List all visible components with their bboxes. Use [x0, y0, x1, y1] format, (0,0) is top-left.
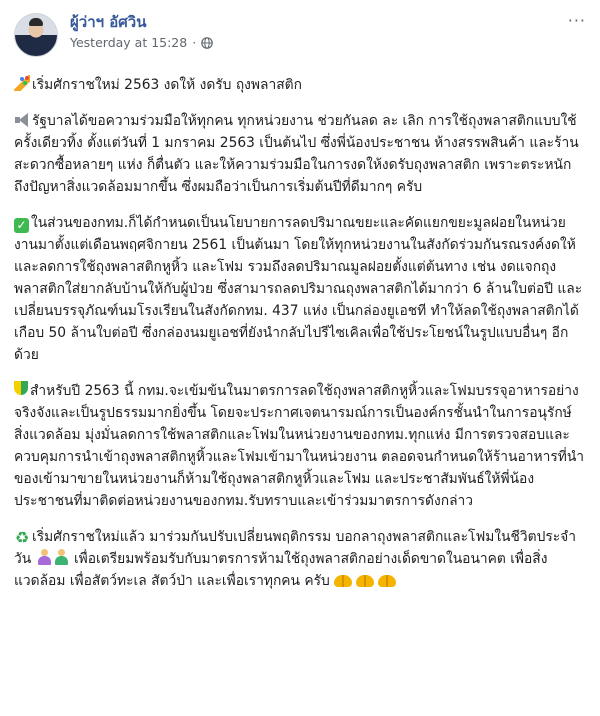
post-body	[12, 74, 588, 592]
post-author-info	[70, 10, 213, 52]
post-meta	[70, 34, 213, 52]
avatar[interactable]	[14, 13, 58, 57]
paragraph-text: เริ่มศักราชใหม่ 2563 งดให้ งดรับ ถุงพลาสติก	[32, 77, 302, 93]
folded-hands-icon	[356, 575, 374, 587]
meta-separator: ·	[192, 35, 197, 50]
paragraph-text: รัฐบาลได้ขอความร่วมมือให้ทุกคน ทุกหน่วยงาน ช่วยกันลด ละ เลิก การใช้ถุงพลาสติกแบบใช้ครั้งเดียวทิ้ง ตั้งแต่วันที่ 1 มกราคม 2563 เป็นต้นไป ซึ่งพี่น้องประชาชน ห้างสรรพสินค้า และร้านสะดวกซื้อหลายๆ แห่ง ก็ตื่นตัว และให้ความร่วมมือในการงดให้งดรับถุงพลาสติก เพราะตระหนักถึงปัญหาสิ่งแวดล้อมมากขึ้น ซึ่งผมถือว่าเป็นการเริ่มต้นปีที่ดีมากๆ ครับ	[14, 113, 579, 195]
speaker-icon	[14, 113, 30, 127]
check-mark-icon: ✓	[14, 218, 29, 233]
paragraph-text: ในส่วนของกทม.ก็ได้กำหนดเป็นนโยบายการลดปริมาณขยะและคัดแยกขยะมูลฝอยในหน่วยงานมาตั้งแต่เดือนพฤศจิกายน 2561 เป็นต้นมา โดยให้ทุกหน่วยงานในสังกัดร่วมกันรณรงค์งดให้และลดการใช้ถุงพลาสติกหูหิ้ว และโฟม รวมถึงลดปริมาณมูลฝอยตั้งแต่ต้นทาง เช่น งดแจกถุงพลาสติกใส่ยากลับบ้านให้กับผู้ป่วย ซึ่งสามารถลดปริมาณถุงพลาสติกได้มากว่า 6 ล้านใบต่อปี และเปลี่ยนบรรจุภัณฑ์นมโรงเรียนในสังกัดกทม. 437 แห่ง เป็นกล่องยูเอชที ทำให้ลดใช้ถุงพลาสติกได้เกือบ 50 ล้านใบต่อปี ซึ่งกล่องนมยูเอชที่ยังนำกลับไปรีไซเคิลเพื่อใช้ประโยชน์ในรูปแบบอื่นๆ อีกด้วย	[14, 215, 583, 363]
folded-hands-icon	[334, 575, 352, 587]
post-paragraph-closing	[14, 526, 586, 592]
recycle-icon: ♻	[14, 528, 30, 547]
beginner-symbol-icon	[14, 381, 28, 397]
woman-icon	[37, 549, 52, 565]
post-paragraph-bma-policy	[14, 212, 586, 366]
post-paragraph-title	[14, 74, 586, 96]
folded-hands-icon	[378, 575, 396, 587]
man-icon	[54, 549, 69, 565]
paragraph-text-a: เริ่มศักราชใหม่แล้ว มาร่วมกันปรับเปลี่ยนพฤติกรรม บอกลาถุงพลาสติกและโฟมในชีวิตประจำวัน	[14, 529, 576, 567]
author-name[interactable]: ผู้ว่าฯ อัศวิน	[70, 13, 147, 31]
party-popper-icon	[14, 75, 30, 91]
post-paragraph-2563-measures	[14, 380, 586, 512]
paragraph-text-b: เพื่อเตรียมพร้อมรับกับมาตรการห้ามใช้ถุงพลาสติกอย่างเด็ดขาดในอนาคต เพื่อสิ่งแวดล้อม เพื่อสัตว์ทะเล สัตว์ป่า และเพื่อเราทุกคน ครับ	[14, 551, 548, 589]
post-paragraph-government	[14, 110, 586, 198]
more-options-icon[interactable]: ···	[567, 11, 586, 30]
post-timestamp[interactable]: Yesterday at 15:28	[70, 35, 188, 50]
paragraph-text: สำหรับปี 2563 นี้ กทม.จะเข้มข้นในมาตรการลดใช้ถุงพลาสติกหูหิ้วและโฟมบรรจุอาหารอย่างจริงจังและเป็นรูปธรรมมากยิ่งขึ้น โดยจะประกาศเจตนารมณ์การเป็นองค์กรชั้นนำในการอนุรักษ์สิ่งแวดล้อม มุ่งมั่นลดการใช้พลาสติกและโฟมในหน่วยงานของกทม.ทุกแห่ง มีการตรวจสอบและควบคุมการนำเข้าถุงพลาสติกหูหิ้วและโฟมเข้ามาในหน่วยงาน ตลอดจนกำหนดให้ร้านอาหารที่นำของเข้ามาขายในหน่วยงานก็ห้ามใช้ถุงพลาสติกหูหิ้วและโฟม และประชาสัมพันธ์ให้พี่น้องประชาชนที่มาติดต่อหน่วยงานของกทม.รับทราบและเข้าร่วมมาตรการดังกล่าว	[14, 383, 585, 509]
globe-icon[interactable]	[201, 37, 213, 49]
post-header	[12, 10, 588, 66]
